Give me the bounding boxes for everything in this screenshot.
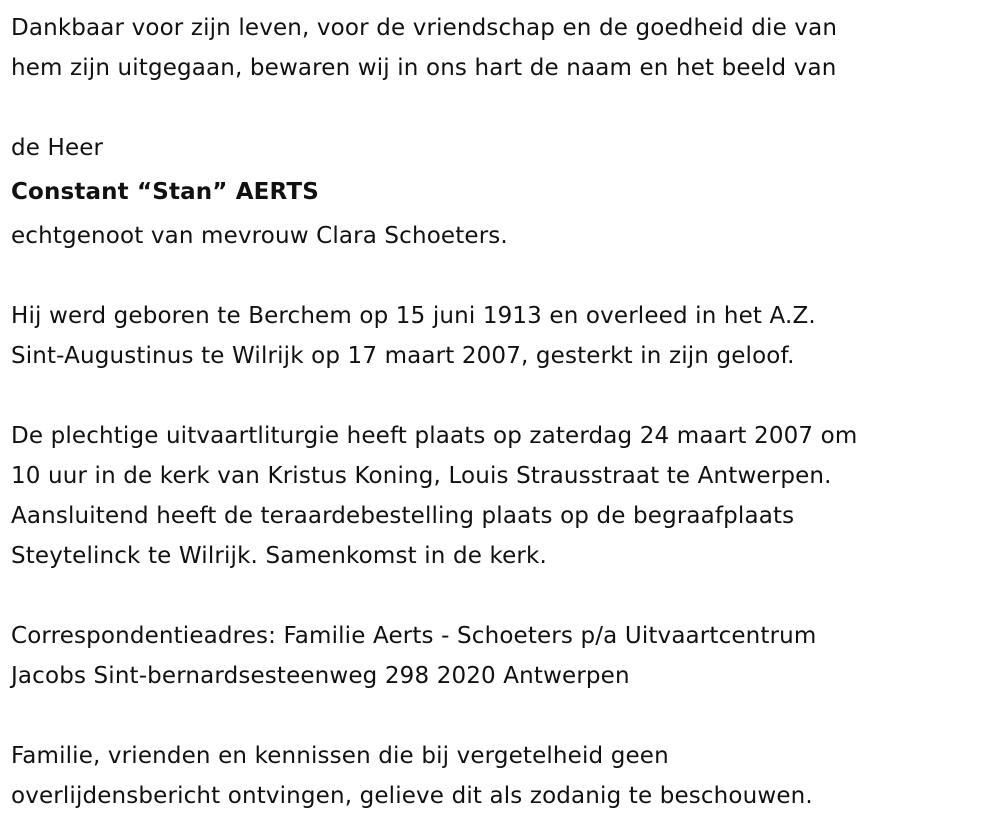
blank-line [11, 376, 996, 416]
funeral-line: De plechtige uitvaartliturgie heeft plaats op zaterdag 24 maart 2007 om [11, 423, 858, 449]
correspondence-line: Correspondentieadres: Familie Aerts - Schoeters p/a Uitvaartcentrum [11, 623, 817, 649]
blank-line [11, 576, 996, 616]
blank-line [11, 696, 996, 736]
funeral-paragraph [11, 416, 996, 576]
closing-line: overlijdensbericht ontvingen, gelieve dit als zodanig te beschouwen. [11, 783, 813, 809]
birth-death-line: Sint-Augustinus te Wilrijk op 17 maart 2007, gesterkt in zijn geloof. [11, 343, 795, 369]
funeral-line: Aansluitend heeft de teraardebestelling plaats op de begraafplaats [11, 503, 795, 529]
funeral-line: Steytelinck te Wilrijk. Samenkomst in de kerk. [11, 543, 547, 569]
correspondence-line: Jacobs Sint-bernardsesteenweg 298 2020 Antwerpen [11, 663, 630, 689]
intro-line: Dankbaar voor zijn leven, voor de vriendschap en de goedheid die van [11, 15, 838, 41]
title-prefix: de Heer [11, 135, 104, 161]
intro-paragraph [11, 8, 996, 88]
birth-death-paragraph [11, 296, 996, 376]
blank-line [11, 88, 996, 128]
spouse-line: echtgenoot van mevrouw Clara Schoeters. [11, 223, 508, 249]
funeral-line: 10 uur in de kerk van Kristus Koning, Louis Strausstraat te Antwerpen. [11, 463, 832, 489]
correspondence-paragraph [11, 616, 996, 696]
intro-line: hem zijn uitgegaan, bewaren wij in ons hart de naam en het beeld van [11, 55, 837, 81]
birth-death-line: Hij werd geboren te Berchem op 15 juni 1913 en overleed in het A.Z. [11, 303, 816, 329]
blank-line [11, 256, 996, 296]
obituary-notice [11, 8, 996, 816]
closing-line: Familie, vrienden en kennissen die bij vergetelheid geen [11, 743, 669, 769]
closing-paragraph [11, 736, 996, 816]
deceased-name: Constant “Stan” AERTS [11, 179, 319, 205]
